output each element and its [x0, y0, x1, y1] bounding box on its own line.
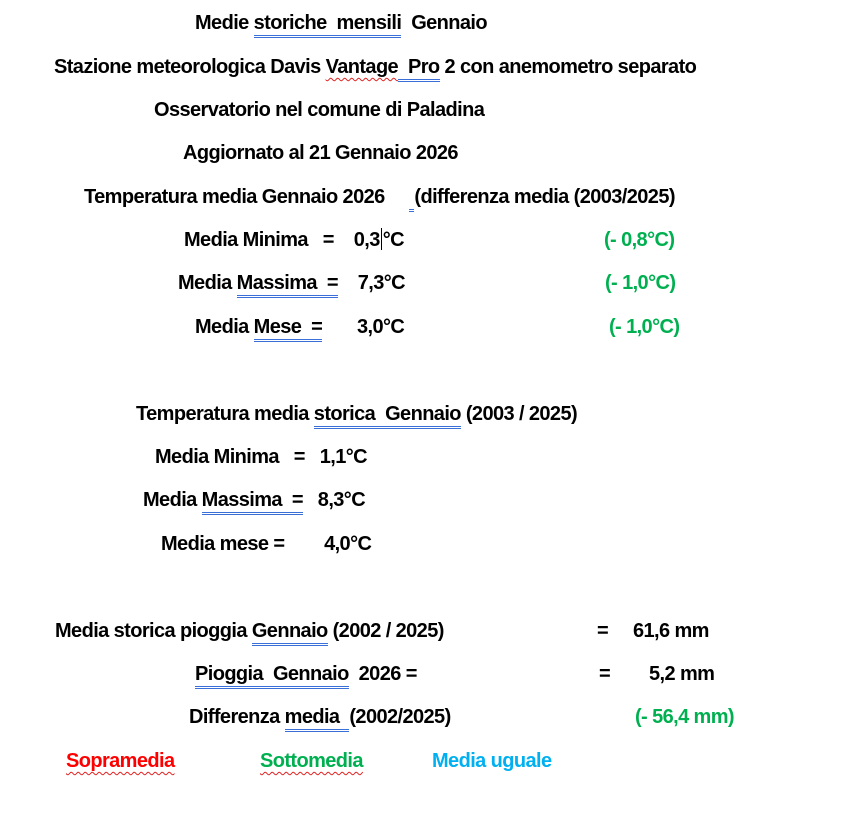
current-max-label-ul: Massima =	[237, 272, 338, 298]
rain-current-equals: =	[599, 663, 611, 685]
current-max-diff: (- 1,0°C)	[605, 272, 676, 294]
rain-historic-years: (2002 / 2025)	[327, 620, 444, 642]
title-underlined-text: storiche mensili	[254, 12, 402, 38]
rain-historic-equals: =	[597, 620, 609, 642]
current-heading-diff: (differenza media (2003/2025)	[414, 186, 675, 208]
current-min-diff: (- 0,8°C)	[604, 229, 675, 251]
current-mean-row	[195, 315, 404, 339]
title-month: Gennaio	[401, 12, 488, 34]
current-min-label: Media Minima =	[184, 229, 354, 251]
rain-diff-text: Differenza	[189, 706, 285, 728]
legend-below-average: Sottomedia	[260, 750, 363, 772]
station-model-text: Vantage	[325, 56, 399, 78]
title-text: Medie	[195, 12, 254, 34]
rain-historic-label	[55, 619, 444, 643]
historic-max-value: 8,3°C	[302, 489, 366, 511]
rain-diff-years: (2002/2025)	[349, 706, 451, 728]
historic-heading-years: (2003 / 2025)	[460, 403, 578, 425]
current-min-unit: °C	[382, 229, 404, 251]
rain-current-year: 2026 =	[348, 663, 417, 685]
historic-heading-text: Temperatura media	[136, 403, 314, 425]
current-mean-label-ul: Mese =	[254, 316, 323, 342]
station-text: Stazione meteorologica Davis	[54, 56, 326, 78]
rain-current-value: 5,2 mm	[649, 663, 715, 685]
station-line	[54, 55, 696, 79]
rain-historic-month: Gennaio	[252, 620, 328, 646]
current-heading	[84, 185, 675, 209]
rain-diff-ul: media	[285, 706, 350, 732]
current-mean-value: 3,0°C	[322, 316, 405, 338]
rain-diff-label	[189, 705, 451, 729]
current-max-row	[178, 271, 405, 295]
legend-above-average: Sopramedia	[66, 750, 175, 772]
rain-current-label	[195, 662, 417, 686]
historic-max-label-ul: Massima =	[202, 489, 303, 515]
text-cursor	[381, 228, 382, 250]
rain-current-text: Pioggia Gennaio	[195, 663, 349, 689]
historic-mean-row: Media mese = 4,0°C	[161, 533, 372, 555]
current-heading-text: Temperatura media Gennaio 2026	[84, 186, 410, 208]
updated-line: Aggiornato al 21 Gennaio 2026	[183, 142, 458, 164]
current-min-value: 0,3	[353, 229, 380, 251]
current-max-value: 7,3°C	[337, 272, 406, 294]
observatory-line: Osservatorio nel comune di Paladina	[154, 99, 485, 121]
legend-equal-average: Media uguale	[432, 750, 552, 772]
historic-max-label: Media	[143, 489, 202, 511]
historic-min-row: Media Minima = 1,1°C	[155, 446, 367, 468]
current-mean-label: Media	[195, 316, 254, 338]
page-title	[195, 11, 487, 35]
rain-historic-text: Media storica pioggia	[55, 620, 252, 642]
historic-max-row	[143, 488, 365, 512]
current-mean-diff: (- 1,0°C)	[609, 316, 680, 338]
historic-heading-ul: storica Gennaio	[314, 403, 461, 429]
historic-heading	[136, 402, 577, 426]
rain-historic-value: 61,6 mm	[633, 620, 709, 642]
station-suffix-text: 2 con anemometro separato	[439, 56, 697, 78]
current-max-label: Media	[178, 272, 237, 294]
current-min-row	[184, 228, 404, 252]
station-pro-text: Pro	[398, 56, 439, 82]
rain-diff-value: (- 56,4 mm)	[635, 706, 734, 728]
